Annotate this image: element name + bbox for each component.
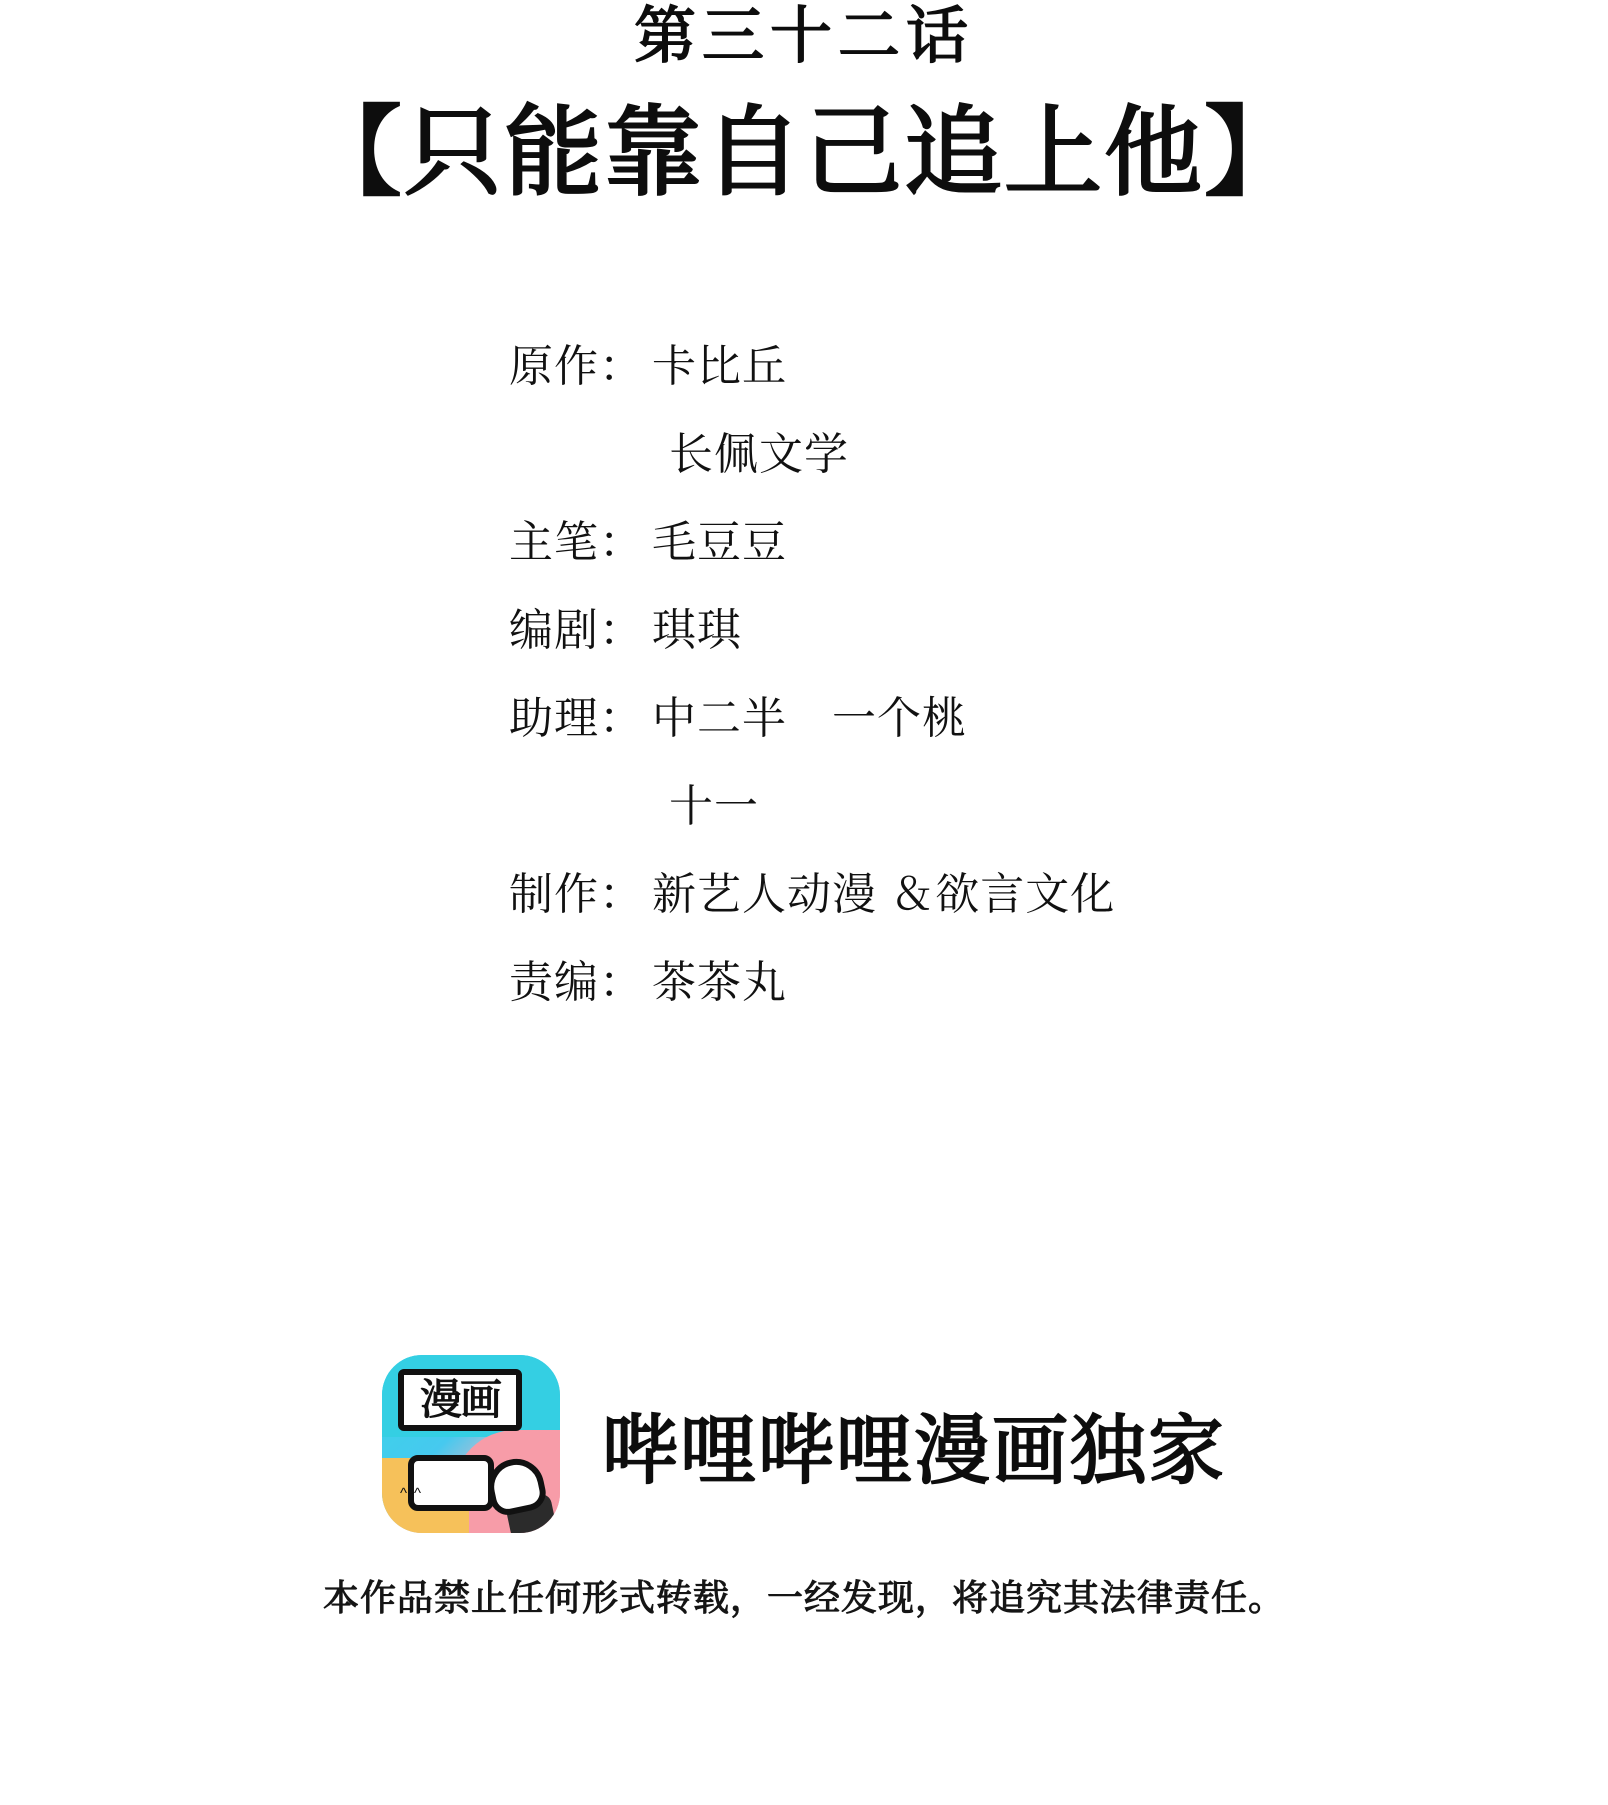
logo-card-icon	[408, 1455, 494, 1511]
credit-row	[509, 870, 1184, 919]
credit-value: 中二半 一个桃	[652, 694, 967, 743]
credit-label: 主笔：	[509, 518, 644, 567]
credit-label: 助理：	[509, 694, 644, 743]
chapter-number: 第三十二话	[633, 2, 974, 71]
credit-value: 茶茶丸	[652, 958, 787, 1007]
credit-value: 新艺人动漫 ＆欲言文化	[652, 870, 1116, 919]
credit-label: 编剧：	[509, 606, 644, 655]
credit-value: 十一	[669, 782, 759, 831]
credit-label: 责编：	[509, 958, 644, 1007]
logo-speech-text: 漫画	[419, 1376, 500, 1423]
copyright-notice: 本作品禁止任何形式转载，一经发现，将追究其法律责任。	[322, 1577, 1285, 1618]
bilibili-manga-logo-icon	[382, 1355, 560, 1533]
credit-label: 制作：	[509, 870, 644, 919]
credit-row	[509, 430, 1184, 479]
credit-value: 琪琪	[652, 606, 742, 655]
brand-name: 哔哩哔哩漫画独家	[602, 1408, 1226, 1494]
logo-card-face: ^-^	[400, 1485, 423, 1502]
credit-value: 卡比丘	[652, 342, 787, 391]
credit-row	[509, 606, 1184, 655]
credit-label: 原作：	[509, 342, 644, 391]
credit-row	[509, 958, 1184, 1007]
title-block	[0, 0, 1608, 209]
chapter-title: 【只能靠自己追上他】	[303, 97, 1304, 207]
credit-row	[509, 782, 1184, 831]
credit-row	[509, 518, 1184, 567]
credit-value: 毛豆豆	[652, 518, 787, 567]
credits-list	[0, 342, 1608, 1049]
credit-value: 长佩文学	[669, 430, 849, 479]
credit-row	[509, 694, 1184, 743]
brand-block	[0, 1355, 1608, 1533]
credit-row	[509, 342, 1184, 391]
